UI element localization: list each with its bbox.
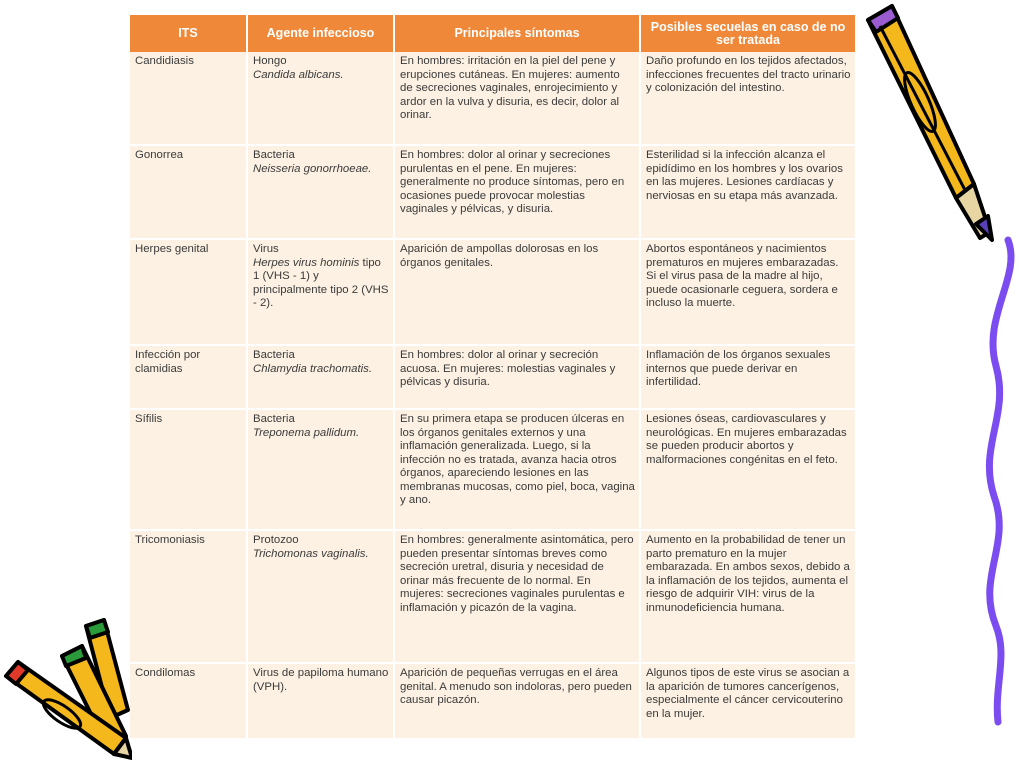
table-row <box>130 145 856 239</box>
cell-agente <box>247 345 394 409</box>
table-header-row <box>130 15 856 52</box>
pencils-clipart-icon <box>0 618 132 760</box>
cell-its: Tricomoniasis <box>130 530 247 663</box>
cell-agente <box>247 530 394 663</box>
cell-sintomas: En hombres: dolor al orinar y secreción acuosa. En mujeres: molestias vaginales y pélvicas y disuria. <box>394 345 640 409</box>
table-row <box>130 239 856 345</box>
agent-type: Virus <box>253 243 279 255</box>
cell-agente <box>247 52 394 145</box>
agent-species: Herpes virus hominis <box>253 256 360 269</box>
pencil-icon <box>862 2 1002 244</box>
agent-species: Treponema pallidum. <box>253 426 360 439</box>
cell-sintomas: En hombres: dolor al orinar y secreciones purulentas en el pene. En mujeres: generalmente no produce síntomas, pero en ocasiones puede provocar molestias vaginales y pélvicas, y disuria. <box>394 145 640 239</box>
table-row <box>130 52 856 145</box>
cell-secuelas: Inflamación de los órganos sexuales internos que puede derivar en infertilidad. <box>640 345 856 409</box>
agent-species: Neisseria gonorrhoeae. <box>253 162 372 175</box>
cell-its: Candidiasis <box>130 52 247 145</box>
agent-species: Chlamydia trachomatis. <box>253 362 373 375</box>
agent-type: Bacteria <box>253 149 295 161</box>
agent-extra: tipo 1 (VHS - 1) y principalmente tipo 2 (VHS - 2). <box>253 256 389 309</box>
cell-its: Infección por clamidias <box>130 345 247 409</box>
cell-its: Sífilis <box>130 409 247 530</box>
header-its: ITS <box>130 15 247 52</box>
cell-secuelas: Abortos espontáneos y nacimientos prematuros en mujeres embarazadas. Si el virus pasa de la madre al hijo, puede ocasionarle ceguera, sordera e incluso la muerte. <box>640 239 856 345</box>
cell-agente <box>247 663 394 739</box>
table-row <box>130 409 856 530</box>
agent-type: Bacteria <box>253 413 295 425</box>
table-row <box>130 530 856 663</box>
header-sintomas: Principales síntomas <box>394 15 640 52</box>
cell-sintomas: En hombres: generalmente asintomática, pero pueden presentar síntomas breves como secreción uretral, disuria y necesidad de orinar más frecuente de lo normal. En mujeres: secreciones vaginales purulentas e inflamación y picazón de la vagina. <box>394 530 640 663</box>
table-row <box>130 663 856 739</box>
cell-its: Gonorrea <box>130 145 247 239</box>
cell-secuelas: Aumento en la probabilidad de tener un parto prematuro en la mujer embarazada. En ambos sexos, debido a la inflamación de los tejidos, aumenta el riesgo de adquirir VIH: virus de la inmunodeficiencia humana. <box>640 530 856 663</box>
agent-species: Candida albicans. <box>253 68 344 81</box>
cell-sintomas: En su primera etapa se producen úlceras en los órganos genitales externos y una inflamación generalizada. Luego, si la infección no es tratada, avanza hacia otros órganos, apareciendo lesiones en las membranas mucosas, como piel, boca, vagina y ano. <box>394 409 640 530</box>
cell-sintomas: Aparición de pequeñas verrugas en el área genital. A menudo son indoloras, pero pueden causar picazón. <box>394 663 640 739</box>
its-table <box>130 15 857 740</box>
agent-species: Trichomonas vaginalis. <box>253 547 369 560</box>
cell-its: Condilomas <box>130 663 247 739</box>
cell-secuelas: Lesiones óseas, cardiovasculares y neurológicas. En mujeres embarazadas se pueden producir abortos y malformaciones congénitas en el feto. <box>640 409 856 530</box>
cell-agente <box>247 239 394 345</box>
cell-secuelas: Algunos tipos de este virus se asocian a la aparición de tumores cancerígenos, especialmente el cáncer cervicouterino en la mujer. <box>640 663 856 739</box>
cell-secuelas: Daño profundo en los tejidos afectados, infecciones frecuentes del tracto urinario y colonización del intestino. <box>640 52 856 145</box>
cell-sintomas: En hombres: irritación en la piel del pene y erupciones cutáneas. En mujeres: aumento de secreciones vaginales, enrojecimiento y ardor en la vulva y disuria, es decir, dolor al orinar. <box>394 52 640 145</box>
agent-type: Hongo <box>253 55 287 67</box>
squiggle-line <box>968 236 1024 726</box>
cell-agente <box>247 145 394 239</box>
cell-sintomas: Aparición de ampollas dolorosas en los órganos genitales. <box>394 239 640 345</box>
header-secuelas: Posibles secuelas en caso de no ser tratada <box>640 15 856 52</box>
cell-agente <box>247 409 394 530</box>
agent-type: Virus de papiloma humano (VPH). <box>253 667 389 693</box>
header-agente: Agente infeccioso <box>247 15 394 52</box>
agent-type: Bacteria <box>253 349 295 361</box>
agent-type: Protozoo <box>253 534 299 546</box>
cell-secuelas: Esterilidad si la infección alcanza el epidídimo en los hombres y los ovarios en las mujeres. Lesiones cardíacas y nerviosas en su etapa más avanzada. <box>640 145 856 239</box>
table-row <box>130 345 856 409</box>
cell-its: Herpes genital <box>130 239 247 345</box>
